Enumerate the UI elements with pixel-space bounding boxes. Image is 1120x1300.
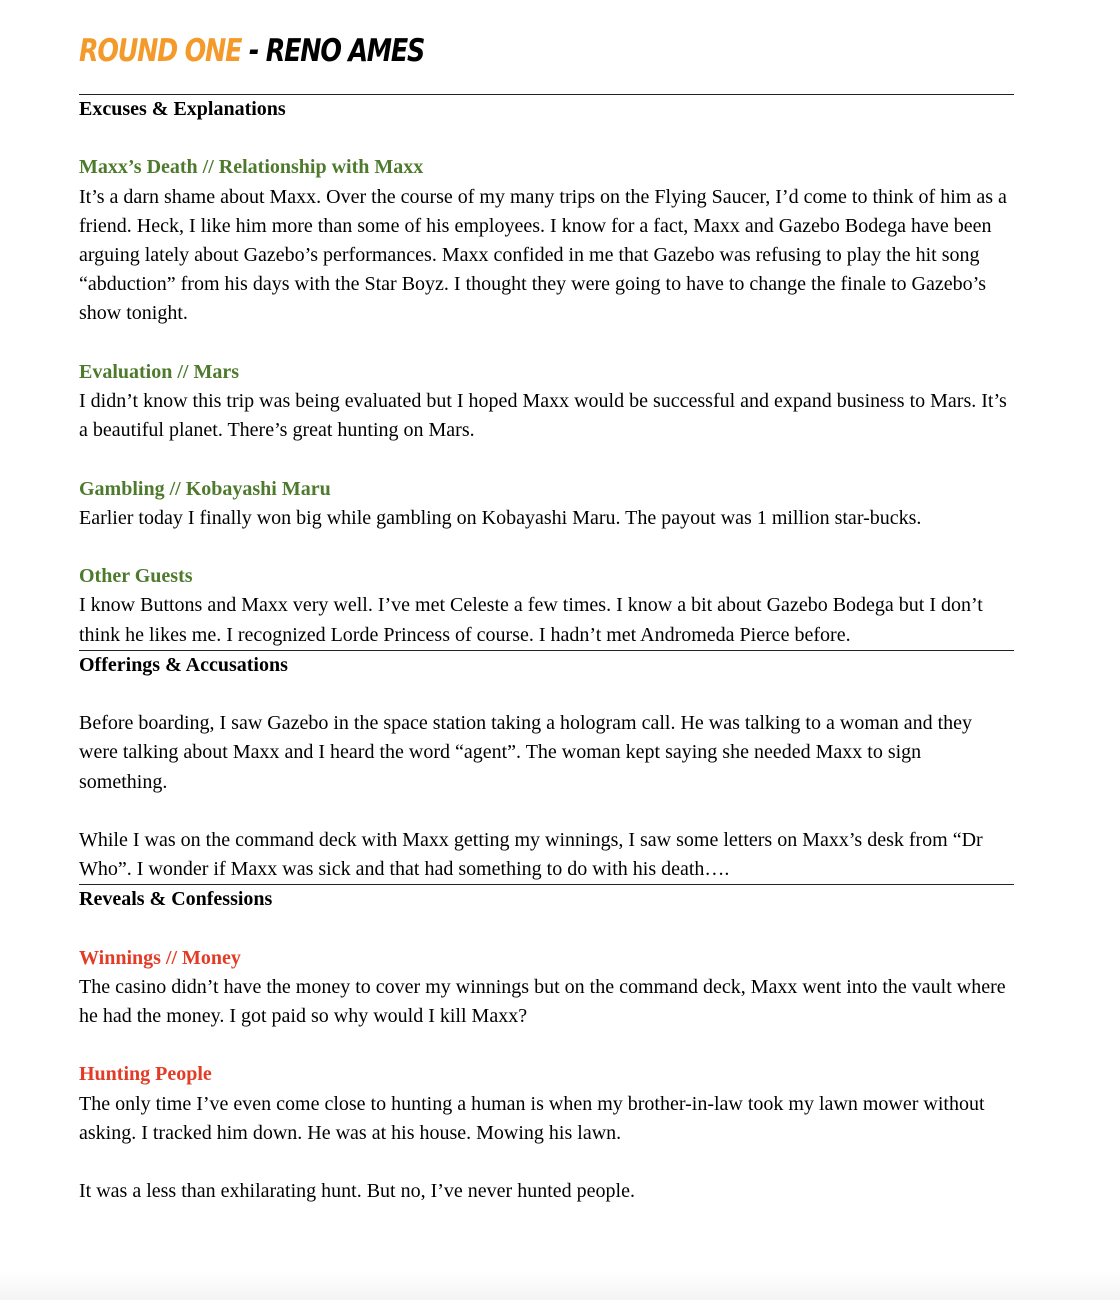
page-title	[79, 30, 424, 72]
round-label: ROUND ONE	[79, 33, 242, 69]
paragraph-other-guests: I know Buttons and Maxx very well. I’ve met Celeste a few times. I know a bit about Gazebo Bodega but I don’t think he likes me. I recognized Lorde Princess of course. I hadn’t met Andromeda Pierce before.	[79, 594, 983, 646]
section-title-excuses: Excuses & Explanations	[79, 98, 286, 120]
paragraph-offering-1: Before boarding, I saw Gazebo in the space station taking a hologram call. He was talking to a woman and they were talking about Maxx and I heard the word “agent”. The woman kept saying she needed Maxx to sign something.	[79, 712, 973, 793]
paragraph-closing: It was a less than exhilarating hunt. But no, I’ve never hunted people.	[79, 1180, 635, 1203]
subheading-winnings: Winnings // Money	[79, 946, 241, 969]
subheading-gambling: Gambling // Kobayashi Maru	[79, 477, 331, 500]
character-name: RENO AMES	[265, 33, 425, 69]
paragraph-hunting-people: The only time I’ve even come close to hunting a human is when my brother-in-law took my lawn mower without asking. I tracked him down. He was at his house. Mowing his lawn.	[79, 1092, 985, 1144]
paragraph-winnings: The casino didn’t have the money to cover my winnings but on the command deck, Maxx went into the vault where he had the money. I got paid so why would I kill Maxx?	[79, 975, 1006, 1028]
subheading-hunting-people: Hunting People	[79, 1063, 212, 1086]
section-title-offerings: Offerings & Accusations	[79, 653, 288, 676]
paragraph-maxx-death: It’s a darn shame about Maxx. Over the course of my many trips on the Flying Saucer, I’d come to think of him as a friend. Heck, I like him more than some of his employees. I know for a fact, Maxx and Gazebo Bodega have been arguing lately about Gazebo’s performances. Maxx confided in me that Gazebo was refusing to play the hit song “abduction” from his days with the Star Boyz. I thought they were going to have to change the finale to Gazebo’s show tonight.	[79, 185, 1007, 325]
document-content	[79, 94, 1014, 1206]
paragraph-gambling: Earlier today I finally won big while gambling on Kobayashi Maru. The payout was 1 million star-bucks.	[79, 506, 922, 529]
section-title-reveals: Reveals & Confessions	[79, 888, 273, 911]
paragraph-offering-2: While I was on the command deck with Maxx getting my winnings, I saw some letters on Maxx’s desk from “Dr Who”. I wonder if Maxx was sick and that had something to do with his death….	[79, 828, 983, 881]
subheading-maxx-death: Maxx’s Death // Relationship with Maxx	[79, 156, 424, 179]
title-separator: -	[241, 33, 266, 69]
subheading-evaluation-mars: Evaluation // Mars	[79, 360, 240, 383]
paragraph-evaluation-mars: I didn’t know this trip was being evaluated but I hoped Maxx would be successful and expand business to Mars. It’s a beautiful planet. There’s great hunting on Mars.	[79, 389, 1007, 442]
subheading-other-guests: Other Guests	[79, 565, 193, 588]
